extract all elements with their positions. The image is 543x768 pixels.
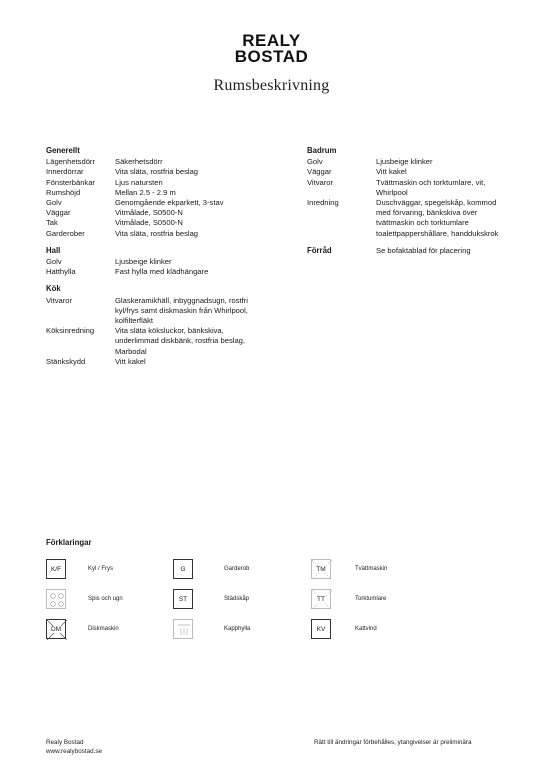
- section: [307, 146, 507, 239]
- spec-row: [307, 178, 507, 198]
- spec-key: Garderober: [46, 228, 85, 238]
- legend-symbol: KV: [316, 625, 326, 633]
- spec-value: Vita släta köksluckor, bänkskiva, underlimmad diskbänk, rostfria beslag, Marbodal: [115, 326, 245, 356]
- legend-label-cleaning: Städskåp: [224, 596, 250, 602]
- spec-row: [46, 296, 266, 327]
- spec-row: [46, 357, 266, 367]
- spec-row: [376, 246, 471, 257]
- spec-key: Hatthylla: [46, 267, 76, 277]
- page-title: Rumsbeskrivning: [213, 77, 330, 94]
- footer-disclaimer: Rätt till ändringar förbehålles, ytangivelser är preliminära: [314, 739, 472, 746]
- spec-row: [46, 229, 266, 239]
- section: [46, 284, 266, 367]
- section: [46, 246, 266, 278]
- brand-logo: [0, 33, 543, 65]
- spec-key: Väggar: [46, 208, 71, 218]
- spec-value: Vitmålade, S0500-N: [115, 208, 183, 218]
- footer-company: [46, 738, 102, 756]
- spec-key: Tak: [46, 218, 58, 228]
- spec-value: Fast hylla med klädhängare: [115, 267, 209, 277]
- spec-row: [307, 167, 507, 177]
- spec-value: Tvättmaskin och torktumlare, vit, Whirlpool: [376, 177, 486, 197]
- legend-symbol: G: [180, 565, 186, 573]
- spec-row: [46, 257, 266, 267]
- spec-value: Säkerhetsdörr: [115, 157, 163, 167]
- spec-key: Golv: [46, 198, 62, 208]
- spec-value: Glaskeramikhäll, inbyggnadsugn, rostfri kyl/frys samt diskmaskin från Whirlpool, kolfilterfläkt: [115, 295, 248, 326]
- legend-label-stove: Spis och ugn: [88, 596, 123, 602]
- spec-key: Fönsterbänkar: [46, 177, 95, 187]
- spec-key: Golv: [46, 257, 62, 267]
- spec-row: [46, 188, 266, 198]
- spec-row: [46, 157, 266, 167]
- section-heading: Badrum: [307, 146, 337, 155]
- spec-value: Mellan 2.5 - 2.9 m: [115, 187, 176, 197]
- fridge-freezer-icon: [46, 559, 66, 579]
- legend-label-attic: Kattvind: [355, 626, 377, 632]
- spec-row: [307, 157, 507, 167]
- coat-rack-icon: [173, 619, 193, 639]
- legend-label-dishwasher: Diskmaskin: [88, 626, 119, 632]
- legend-symbol: DM: [50, 625, 62, 633]
- legend-label-wardrobe: Garderob: [224, 566, 250, 572]
- footer-company-name: Realy Bostad: [46, 739, 84, 746]
- attic-storage-icon: [311, 619, 331, 639]
- section: [46, 146, 266, 239]
- spec-value: Vita släta, rostfria beslag: [115, 228, 199, 238]
- footer-website-link[interactable]: www.realybostad.se: [46, 748, 102, 755]
- spec-value: Duschväggar, spegelskåp, kommod med förvaring, bänkskiva över tvättmaskin och torktumlare toalettpappershållare, handdukskrok: [376, 198, 499, 238]
- spec-value: Ljusbeige klinker: [115, 257, 172, 267]
- spec-value: Ljusbeige klinker: [376, 157, 433, 167]
- spec-value: Vitt kakel: [115, 356, 146, 366]
- legend-symbol: ST: [178, 595, 188, 603]
- spec-key: Inredning: [307, 198, 339, 208]
- left-column: [46, 146, 266, 374]
- section-heading: Förråd: [307, 245, 332, 255]
- tumble-dryer-icon: [311, 589, 331, 609]
- spec-row: [46, 178, 266, 188]
- legend-title: Förklaringar: [46, 538, 92, 547]
- legend-symbol: K/F: [50, 565, 62, 573]
- spec-row: [46, 208, 266, 218]
- spec-key: Golv: [307, 157, 323, 167]
- legend-label-washer: Tvättmaskin: [355, 566, 388, 572]
- spec-key: Väggar: [307, 167, 332, 177]
- spec-key: Vitvaror: [307, 177, 334, 187]
- spec-key: Vitvaror: [46, 295, 73, 305]
- spec-value: Ljus natursten: [115, 177, 163, 187]
- spec-value: Vita släta, rostfria beslag: [115, 167, 199, 177]
- spec-row: [46, 326, 266, 357]
- washing-machine-icon: [311, 559, 331, 579]
- legend-symbol: TT: [317, 595, 325, 603]
- spec-key: Stänkskydd: [46, 356, 86, 366]
- spec-row: [46, 267, 266, 277]
- logo-line-1: REALY: [242, 31, 301, 50]
- spec-value: Se bofaktablad för placering: [376, 245, 471, 255]
- legend-label-coat-rack: Kapphylla: [224, 626, 251, 632]
- spec-value: Genomgående ekparkett, 3-stav: [115, 198, 224, 208]
- dishwasher-icon: [46, 619, 66, 639]
- section-heading: Generellt: [46, 146, 80, 155]
- spec-key: Rumshöjd: [46, 187, 81, 197]
- section: [307, 246, 507, 257]
- wardrobe-icon: [173, 559, 193, 579]
- spec-value: Vitmålade, S0500-N: [115, 218, 183, 228]
- spec-row: [46, 167, 266, 177]
- section-heading: Kök: [46, 284, 61, 294]
- legend-label-dryer: Torktumlare: [355, 596, 387, 602]
- logo-line-2: BOSTAD: [234, 47, 309, 66]
- right-column: [307, 146, 507, 264]
- spec-key: Innerdörrar: [46, 167, 84, 177]
- spec-key: Köksinredning: [46, 326, 95, 336]
- spec-row: [46, 218, 266, 228]
- spec-row: [46, 198, 266, 208]
- section-heading: Hall: [46, 245, 61, 255]
- spec-value: Vitt kakel: [376, 167, 407, 177]
- stove-icon: [46, 589, 66, 609]
- spec-key: Lägenhetsdörr: [46, 157, 95, 167]
- legend-label-fridge: Kyl / Frys: [88, 566, 113, 572]
- spec-row: [307, 198, 507, 239]
- cleaning-cabinet-icon: [173, 589, 193, 609]
- legend-symbol: TM: [316, 565, 326, 573]
